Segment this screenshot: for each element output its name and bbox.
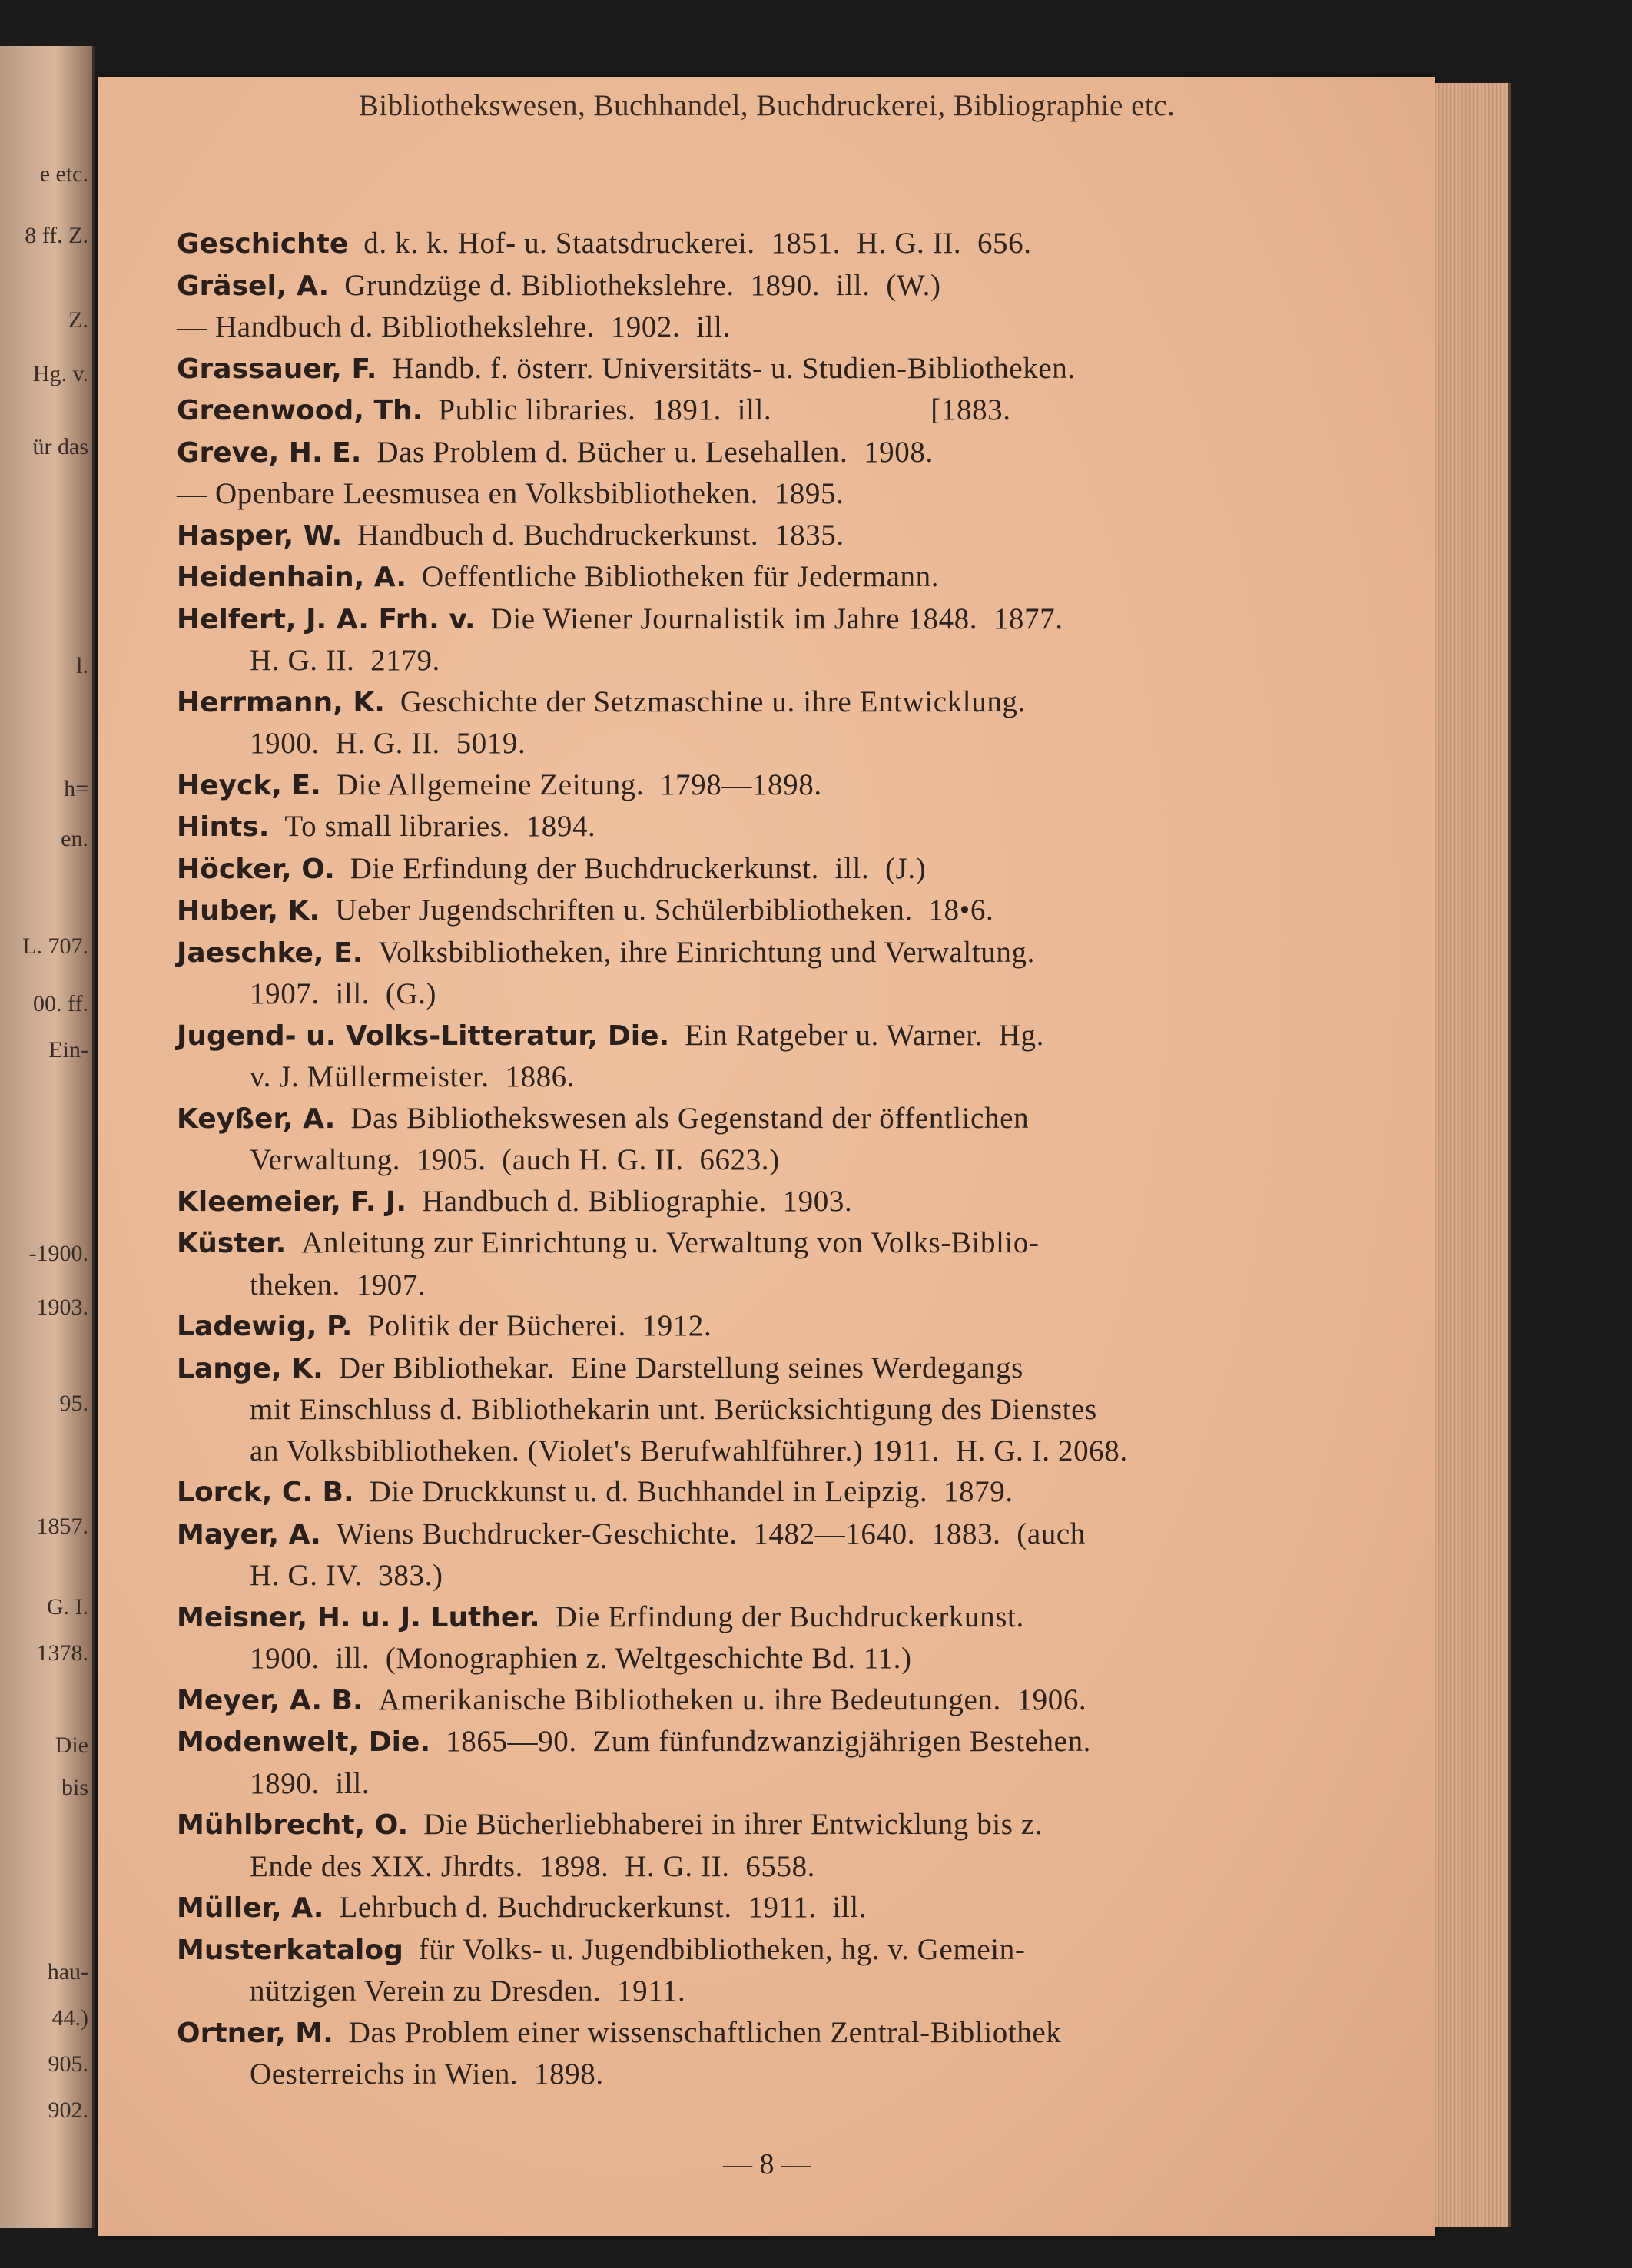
entry-author: Hasper, W. (177, 519, 343, 552)
entry-line (177, 806, 1329, 848)
entry-continuation-line (177, 723, 1329, 764)
entry-author: Herrmann, K. (177, 686, 385, 718)
entry-line (177, 348, 1329, 390)
entry-author: Mühlbrecht, O. (177, 1809, 409, 1841)
entry-continuation-line (177, 1763, 1329, 1805)
bibliography-entry (177, 1679, 1329, 1722)
entry-text: theken. 1907. (250, 1268, 426, 1301)
entry-continuation-line (177, 1389, 1329, 1431)
entry-text: H. G. II. 2179. (250, 644, 440, 677)
left-page-fragment: 1857. (36, 1514, 88, 1539)
entry-author: Müller, A. (177, 1892, 324, 1924)
entry-line (177, 265, 1329, 307)
entry-line (177, 307, 1329, 348)
entry-continuation-line (177, 1846, 1329, 1888)
entry-line (177, 1305, 1329, 1348)
entry-text: Die Allgemeine Zeitung. 1798—1898. (336, 768, 822, 801)
left-page-fragment: l. (76, 653, 88, 678)
entry-text: Die Wiener Journalistik im Jahre 1848. 1877. (490, 602, 1063, 635)
page-edges (1435, 83, 1511, 2227)
entry-text: Anleitung zur Einrichtung u. Verwaltung von Volks-Biblio- (301, 1226, 1040, 1259)
entry-author: Heidenhain, A. (177, 562, 407, 593)
bibliography-entry (177, 932, 1329, 1015)
entry-author: Huber, K. (177, 895, 320, 927)
bibliography-entry (177, 223, 1329, 265)
entry-text: Ende des XIX. Jhrdts. 1898. H. G. II. 6558. (250, 1849, 816, 1883)
left-page-fragment: Ein- (48, 1037, 88, 1063)
entry-text: Das Problem d. Bücher u. Lesehallen. 1908. (376, 435, 934, 469)
left-page-fragment: Die (55, 1732, 88, 1758)
entry-line (177, 848, 1329, 890)
bibliography-entry (177, 1597, 1329, 1679)
entry-author: Ortner, M. (177, 2017, 333, 2049)
entry-text: Die Erfindung der Buchdruckerkunst. (555, 1600, 1024, 1633)
entry-continuation-line (177, 973, 1329, 1015)
left-page-fragment: 00. ff. (33, 991, 88, 1016)
entry-text: an Volksbibliotheken. (Violet's Berufwahlführer.) 1911. H. G. I. 2068. (250, 1434, 1128, 1467)
entry-line (177, 2012, 1329, 2054)
entry-text: To small libraries. 1894. (284, 810, 596, 843)
entry-continuation-line (177, 2054, 1329, 2095)
entry-text: 1890. ill. (250, 1766, 370, 1800)
entry-text: d. k. k. Hof- u. Staatsdruckerei. 1851. H. G. II. 656. (363, 227, 1032, 260)
left-page-fragment: e etc. (39, 161, 88, 187)
entry-text: Amerikanische Bibliotheken u. ihre Bedeutungen. 1906. (378, 1683, 1087, 1716)
entry-text: v. J. Müllermeister. 1886. (250, 1060, 576, 1093)
entry-continuation-line (177, 1971, 1329, 2012)
bibliography-entry (177, 890, 1329, 932)
entry-text: Ueber Jugendschriften u. Schülerbibliotheken. 18•6. (335, 894, 994, 927)
entry-text: Oesterreichs in Wien. 1898. (250, 2057, 604, 2091)
entry-line (177, 764, 1329, 807)
entry-text: Die Bücherliebhaberei in ihrer Entwicklung bis z. (423, 1808, 1043, 1841)
entry-author: Meisner, H. u. J. Luther. (177, 1601, 540, 1633)
entry-line (177, 556, 1329, 598)
entry-author: Jaeschke, E. (177, 937, 363, 969)
entry-author: Mayer, A. (177, 1518, 321, 1550)
left-page-fragment: 44.) (51, 2005, 88, 2031)
bibliography-entry (177, 556, 1329, 598)
entry-author: Meyer, A. B. (177, 1684, 363, 1716)
bibliography-entry (177, 1804, 1329, 1887)
left-page-fragment: 8 ff. Z. (25, 223, 88, 248)
bibliography-entry (177, 1222, 1329, 1305)
entry-author: Modenwelt, Die. (177, 1726, 431, 1758)
entry-continuation-line (177, 1056, 1329, 1098)
left-page-fragment: Z. (68, 307, 88, 333)
left-page-fragment: 902. (48, 2097, 88, 2123)
bibliography-entry (177, 473, 1329, 515)
entry-text: Lehrbuch d. Buchdruckerkunst. 1911. ill. (339, 1891, 867, 1924)
bibliography-entry (177, 1181, 1329, 1223)
entry-line (177, 1348, 1329, 1390)
left-page-fragment: 905. (48, 2051, 88, 2077)
left-page-fragment: L. 707. (22, 933, 88, 959)
left-page-fragment: -1900. (28, 1241, 88, 1266)
entry-text: Handbuch d. Buchdruckerkunst. 1835. (357, 518, 844, 552)
entry-text: Politik der Bücherei. 1912. (367, 1309, 712, 1342)
entry-author: Lange, K. (177, 1352, 323, 1384)
entry-author: Hints. (177, 811, 270, 843)
entry-text: Geschichte der Setzmaschine u. ihre Entwicklung. (400, 685, 1026, 718)
bibliography-entry (177, 390, 1329, 432)
entry-continuation-line (177, 1265, 1329, 1306)
page-number: — 8 — (723, 2148, 811, 2180)
entry-line (177, 473, 1329, 515)
entry-text: nützigen Verein zu Dresden. 1911. (250, 1975, 686, 2008)
entry-author: Kleemeier, F. J. (177, 1185, 407, 1218)
bibliography-entry (177, 1929, 1329, 2012)
left-page-fragment: h= (64, 776, 88, 801)
entry-line (177, 1181, 1329, 1223)
bibliography-entry (177, 764, 1329, 807)
entry-text: Ein Ratgeber u. Warner. Hg. (685, 1018, 1045, 1052)
entry-author: Heyck, E. (177, 769, 321, 801)
entry-line (177, 390, 1329, 432)
bibliography-entry (177, 1887, 1329, 1929)
bibliography-entry (177, 1514, 1329, 1597)
entry-line (177, 598, 1329, 641)
entry-text: Wiens Buchdrucker-Geschichte. 1482—1640. 1883. (auch (336, 1517, 1086, 1550)
bibliography-entry (177, 432, 1329, 474)
entry-continuation-line (177, 1555, 1329, 1597)
left-page-fragment: G. I. (46, 1594, 88, 1620)
entry-text: Handb. f. österr. Universitäts- u. Studien-Bibliotheken. (392, 351, 1076, 385)
entry-text: — Handbuch d. Bibliothekslehre. 1902. ill. (177, 310, 731, 343)
entry-line (177, 223, 1329, 265)
entry-text: 1900. ill. (Monographien z. Weltgeschichte Bd. 11.) (250, 1642, 912, 1675)
entry-list (177, 223, 1329, 2095)
bibliography-entry (177, 1015, 1329, 1098)
entry-text: Das Problem einer wissenschaftlichen Zentral-Bibliothek (348, 2015, 1062, 2049)
entry-line (177, 1721, 1329, 1763)
bibliography-entry (177, 806, 1329, 848)
bibliography-entry (177, 1348, 1329, 1472)
bibliography-entry (177, 1305, 1329, 1348)
entry-text: Die Druckkunst u. d. Buchhandel in Leipzig. 1879. (369, 1475, 1013, 1508)
left-page-fragment: 1903. (36, 1295, 88, 1320)
entry-continuation-line (177, 1139, 1329, 1181)
bibliography-entry (177, 1721, 1329, 1804)
entry-text: 1865—90. Zum fünfundzwanzigjährigen Bestehen. (446, 1725, 1092, 1758)
bibliography-entry (177, 2012, 1329, 2095)
entry-text: Oeffentliche Bibliotheken für Jedermann. (422, 560, 940, 593)
bibliography-entry (177, 1471, 1329, 1514)
entry-line (177, 1098, 1329, 1140)
entry-author: Geschichte (177, 228, 349, 260)
entry-author: Grassauer, F. (177, 353, 377, 385)
left-page-fragment: en. (61, 826, 88, 851)
bibliography-entry (177, 848, 1329, 890)
entry-author: Greenwood, Th. (177, 395, 423, 426)
entry-line (177, 1471, 1329, 1514)
entry-text: Grundzüge d. Bibliothekslehre. 1890. ill. (W.) (344, 268, 941, 302)
entry-line (177, 681, 1329, 724)
entry-author: Keyßer, A. (177, 1102, 336, 1135)
left-page-fragment: hau- (47, 1959, 88, 1984)
left-page-fragment: 95. (59, 1391, 88, 1416)
entry-author: Höcker, O. (177, 853, 335, 885)
entry-author: Ladewig, P. (177, 1311, 353, 1342)
entry-text: Verwaltung. 1905. (auch H. G. II. 6623.) (250, 1143, 780, 1176)
entry-text: H. G. IV. 383.) (250, 1559, 443, 1592)
left-page-fragment: bis (61, 1775, 88, 1800)
entry-line (177, 1804, 1329, 1846)
entry-author: Helfert, J. A. Frh. v. (177, 603, 476, 635)
entry-line (177, 1887, 1329, 1929)
entry-text: 1907. ill. (G.) (250, 977, 437, 1010)
entry-line (177, 432, 1329, 474)
left-page-fragment: ür das (32, 434, 88, 459)
entry-line (177, 1015, 1329, 1057)
bibliography-entry (177, 681, 1329, 764)
entry-text: — Openbare Leesmusea en Volksbibliotheken. 1895. (177, 477, 844, 510)
entry-text: 1900. H. G. II. 5019. (250, 727, 526, 760)
entry-line (177, 1514, 1329, 1556)
left-page-fragment: 1378. (36, 1640, 88, 1666)
entry-author: Lorck, C. B. (177, 1477, 354, 1508)
bibliography-entry (177, 598, 1329, 681)
entry-line (177, 1679, 1329, 1722)
entry-line (177, 890, 1329, 932)
entry-author: Jugend- u. Volks-Litteratur, Die. (177, 1020, 670, 1052)
entry-line (177, 515, 1329, 557)
bibliography-entry (177, 348, 1329, 390)
entry-text: mit Einschluss d. Bibliothekarin unt. Berücksichtigung des Dienstes (250, 1393, 1097, 1426)
entry-author: Gräsel, A. (177, 270, 330, 302)
entry-author: Musterkatalog (177, 1934, 403, 1966)
entry-text: Public libraries. 1891. ill. [1883. (438, 393, 1011, 426)
entry-text: Das Bibliothekswesen als Gegenstand der öffentlichen (350, 1101, 1030, 1135)
bibliography-entry (177, 265, 1329, 307)
entry-line (177, 1929, 1329, 1971)
bibliography-entry (177, 307, 1329, 348)
entry-continuation-line (177, 640, 1329, 681)
entry-text: für Volks- u. Jugendbibliotheken, hg. v. Gemein- (418, 1932, 1026, 1966)
entry-text: Handbuch d. Bibliographie. 1903. (422, 1184, 853, 1218)
entry-line (177, 1597, 1329, 1639)
entry-author: Greve, H. E. (177, 436, 362, 469)
entry-line (177, 1222, 1329, 1265)
entry-text: Volksbibliotheken, ihre Einrichtung und Verwaltung. (378, 935, 1035, 969)
running-header: Bibliothekswesen, Buchhandel, Buchdruckerei, Bibliographie etc. (358, 89, 1176, 122)
left-page-fragment: Hg. v. (32, 361, 88, 386)
entry-text: Der Bibliothekar. Eine Darstellung seines Werdegangs (338, 1351, 1023, 1384)
bibliography-entry (177, 1098, 1329, 1181)
bibliography-entry (177, 515, 1329, 557)
entry-continuation-line (177, 1431, 1329, 1472)
entry-line (177, 932, 1329, 974)
entry-author: Küster. (177, 1228, 287, 1259)
entry-text: Die Erfindung der Buchdruckerkunst. ill. (J.) (350, 851, 927, 885)
entry-continuation-line (177, 1638, 1329, 1679)
